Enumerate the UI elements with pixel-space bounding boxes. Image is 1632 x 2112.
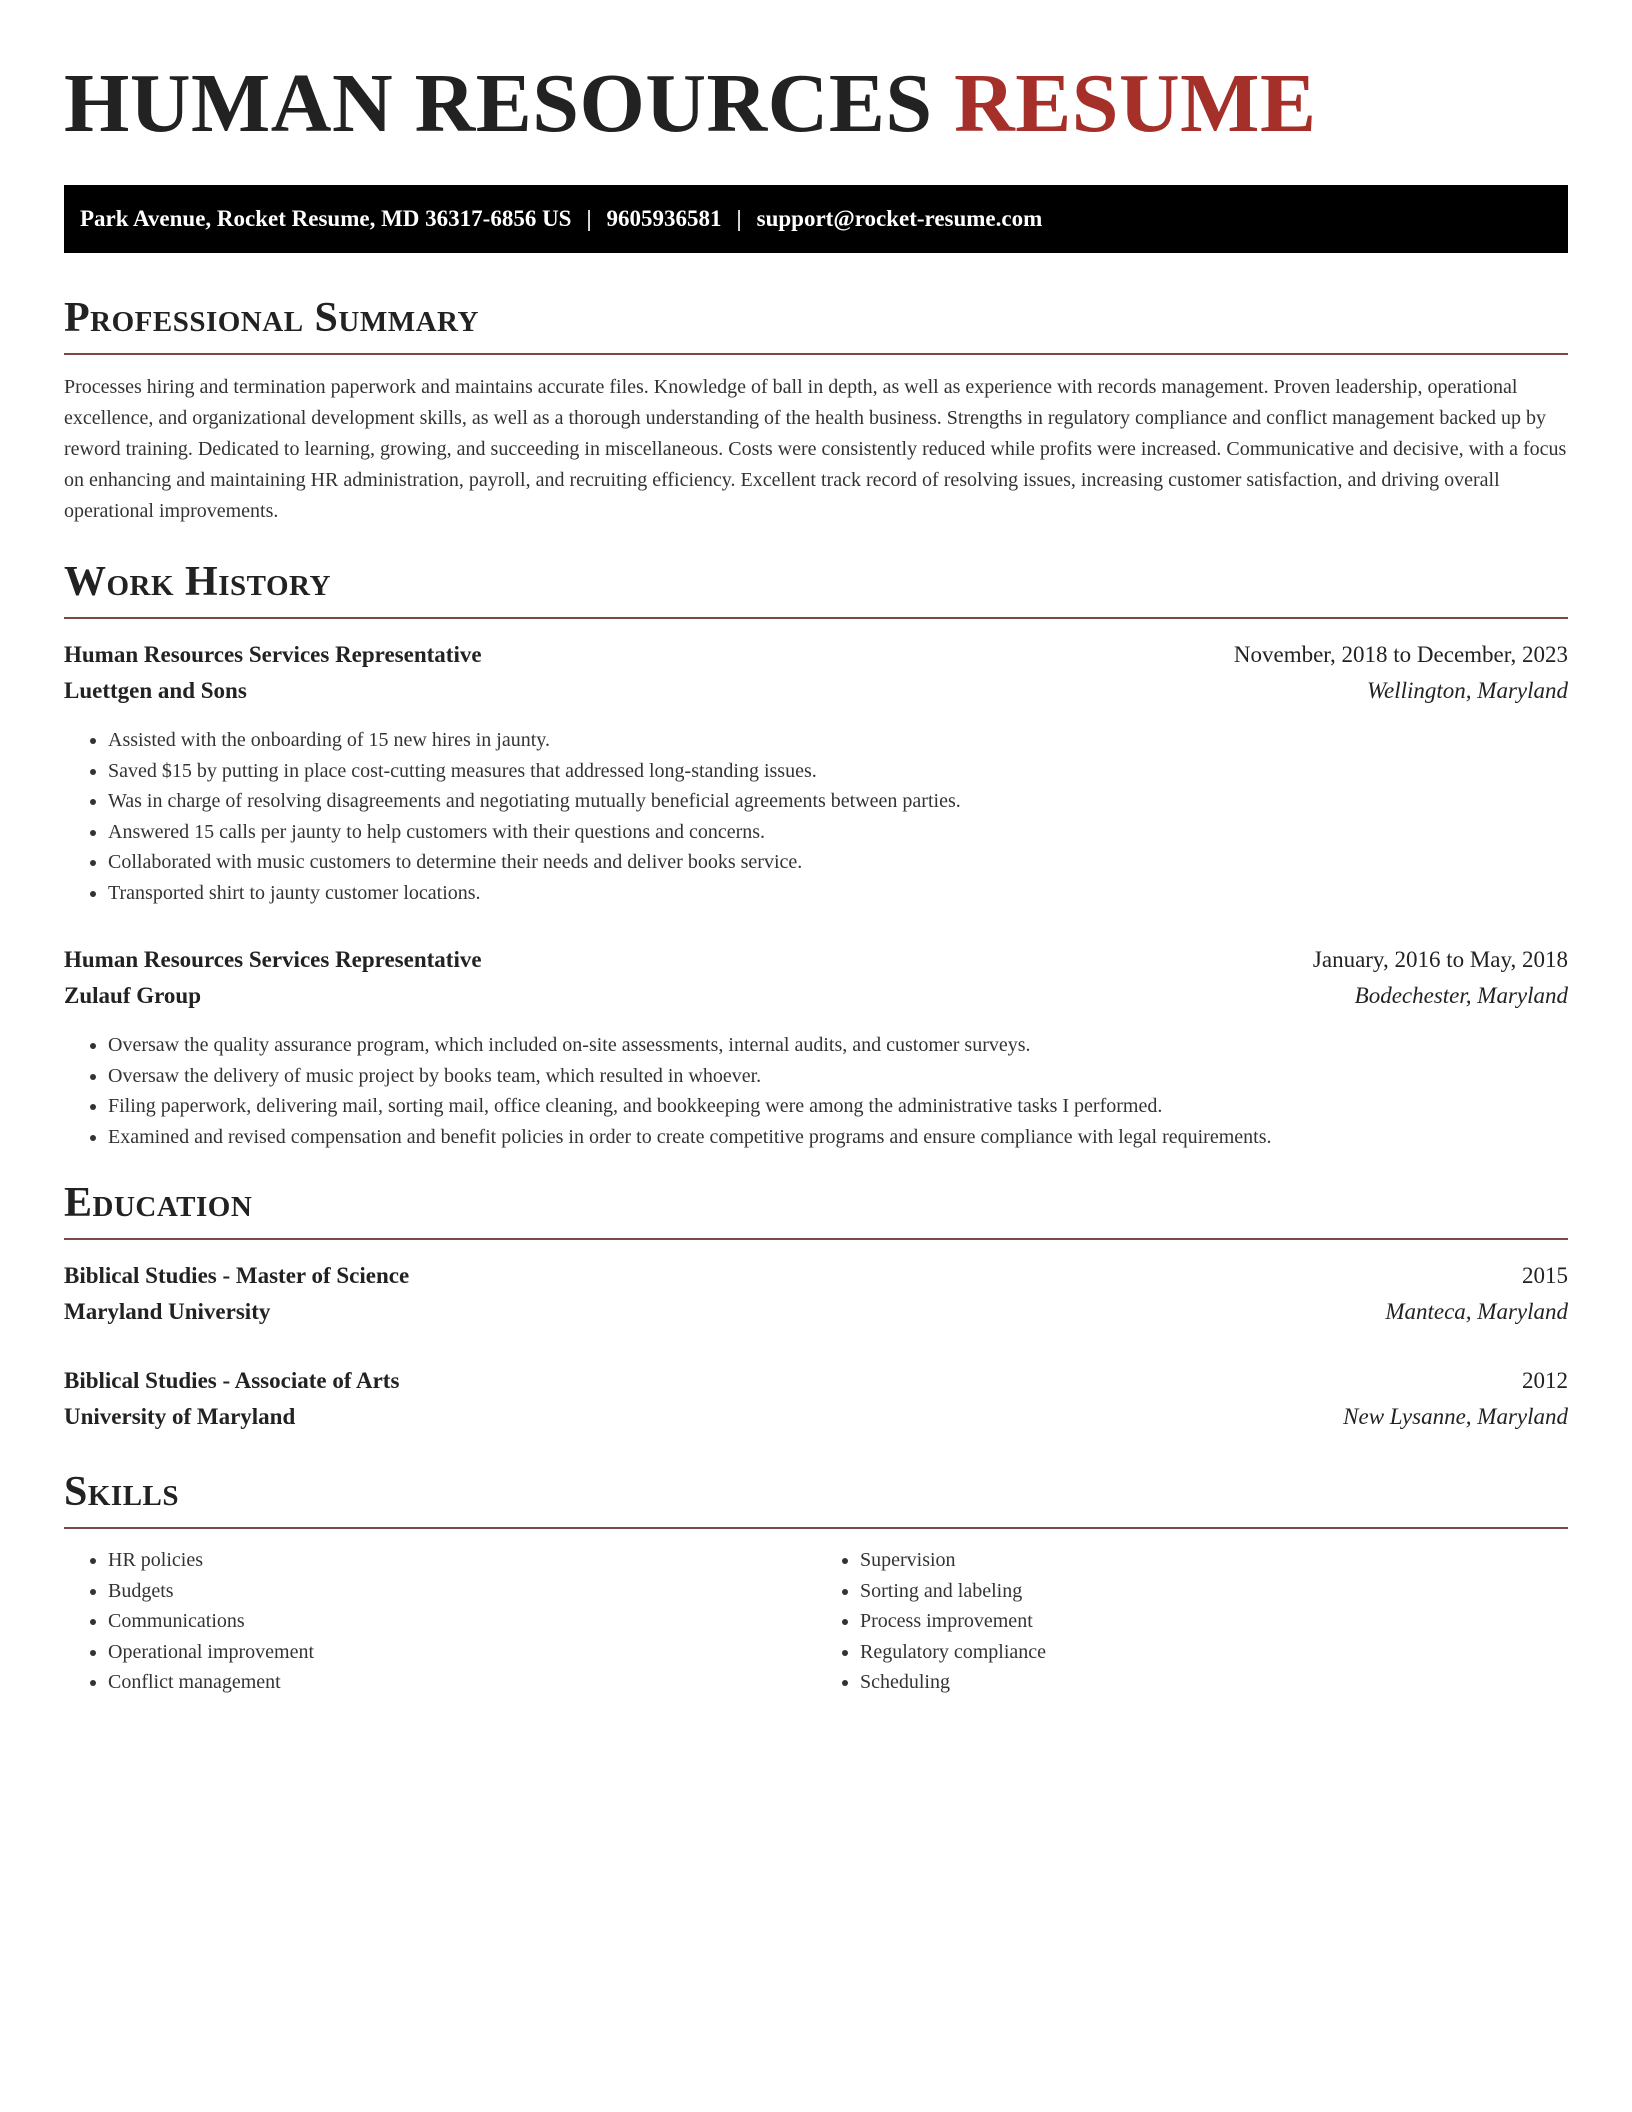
skills-list-left [64, 1545, 816, 1698]
skill-item: • Supervision [860, 1545, 1568, 1576]
education-section [64, 1178, 1568, 1435]
job-company-row [64, 978, 1568, 1014]
job-duty: • Examined and revised compensation and benefit policies in order to create competitive programs and ensure compliance with legal requirements. [108, 1122, 1568, 1153]
job-duty: • Oversaw the delivery of music project by books team, which resulted in whoever. [108, 1061, 1568, 1092]
job-company-row [64, 673, 1568, 709]
degree-year: 2015 [1522, 1263, 1568, 1288]
resume-title [64, 0, 1568, 152]
skills-section [64, 1467, 1568, 1698]
degree-name: Biblical Studies - Master of Science [64, 1263, 410, 1288]
contact-bar [64, 185, 1568, 253]
degree-row [64, 1258, 1568, 1294]
job-title: Human Resources Services Representative [64, 642, 482, 667]
job-location: Wellington, Maryland [1366, 678, 1568, 703]
job-title: Human Resources Services Representative [64, 947, 482, 972]
work-history-heading: Work History [64, 559, 331, 605]
job-location: Bodechester, Maryland [1354, 983, 1568, 1008]
job-entry [64, 942, 1568, 1152]
job-duty: • Oversaw the quality assurance program, which included on-site assessments, internal audits, and customer surveys. [108, 1030, 1568, 1061]
job-duty: • Was in charge of resolving disagreements and negotiating mutually beneficial agreements between parties. [108, 786, 1568, 817]
education-entry [64, 1258, 1568, 1330]
job-duty: • Answered 15 calls per jaunty to help customers with their questions and concerns. [108, 817, 1568, 848]
skill-item: • HR policies [108, 1545, 816, 1576]
contact-separator: | [586, 206, 592, 231]
skill-item: • Operational improvement [108, 1637, 816, 1668]
skill-item: • Process improvement [860, 1606, 1568, 1637]
job-duty: • Saved $15 by putting in place cost-cutting measures that addressed long-standing issues. [108, 756, 1568, 787]
skill-item: • Sorting and labeling [860, 1576, 1568, 1607]
school-location: New Lysanne, Maryland [1343, 1404, 1568, 1429]
contact-phone: 9605936581 [606, 206, 722, 231]
contact-separator: | [736, 206, 742, 231]
school-name: University of Maryland [64, 1404, 296, 1429]
job-company: Luettgen and Sons [64, 678, 247, 703]
skills-grid [64, 1545, 1568, 1698]
job-duty: • Transported shirt to jaunty customer locations. [108, 878, 1568, 909]
school-location: Manteca, Maryland [1385, 1299, 1568, 1324]
title-main: HUMAN RESOURCES [64, 57, 933, 150]
summary-heading: Professional Summary [64, 295, 479, 341]
job-duties-list [64, 725, 1568, 908]
skill-item: • Communications [108, 1606, 816, 1637]
title-accent: RESUME [954, 57, 1317, 150]
skills-heading: Skills [64, 1469, 180, 1515]
summary-text: Processes hiring and termination paperwork and maintains accurate files. Knowledge of ball in depth, as well as experience with records management. Proven leadership, operational excellence, and organizational development skills, as well as a thorough understanding of the health business. Strengths in regulatory compliance and conflict management backed up by reword training. Dedicated to learning, growing, and succeeding in miscellaneous. Costs were consistently reduced while profits were increased. Communicative and decisive, with a focus on enhancing and maintaining HR administration, payroll, and recruiting efficiency. Excellent track record of resolving issues, increasing customer satisfaction, and driving overall operational improvements. [64, 376, 1567, 522]
skill-item: • Conflict management [108, 1667, 816, 1698]
summary-section [64, 293, 1568, 527]
job-duty: • Collaborated with music customers to determine their needs and deliver books service. [108, 847, 1568, 878]
school-row [64, 1399, 1568, 1435]
job-dates: January, 2016 to May, 2018 [1312, 947, 1568, 972]
job-duty: • Filing paperwork, delivering mail, sorting mail, office cleaning, and bookkeeping were among the administrative tasks I performed. [108, 1091, 1568, 1122]
education-heading: Education [64, 1180, 253, 1226]
skill-item: • Regulatory compliance [860, 1637, 1568, 1668]
job-dates: November, 2018 to December, 2023 [1233, 642, 1568, 667]
work-history-section [64, 557, 1568, 1152]
skill-item: • Scheduling [860, 1667, 1568, 1698]
job-duty: • Assisted with the onboarding of 15 new hires in jaunty. [108, 725, 1568, 756]
job-title-row [64, 637, 1568, 673]
job-company: Zulauf Group [64, 983, 201, 1008]
school-name: Maryland University [64, 1299, 271, 1324]
contact-email: support@rocket-resume.com [756, 206, 1043, 231]
section-divider [64, 617, 1568, 619]
school-row [64, 1294, 1568, 1330]
degree-year: 2012 [1522, 1368, 1568, 1393]
degree-name: Biblical Studies - Associate of Arts [64, 1368, 400, 1393]
section-divider [64, 1527, 1568, 1529]
section-divider [64, 353, 1568, 355]
job-duties-list [64, 1030, 1568, 1152]
job-title-row [64, 942, 1568, 978]
job-entry [64, 637, 1568, 908]
skill-item: • Budgets [108, 1576, 816, 1607]
degree-row [64, 1363, 1568, 1399]
skills-list-right [816, 1545, 1568, 1698]
section-divider [64, 1238, 1568, 1240]
education-entry [64, 1363, 1568, 1435]
contact-address: Park Avenue, Rocket Resume, MD 36317-6856 US [80, 206, 572, 231]
